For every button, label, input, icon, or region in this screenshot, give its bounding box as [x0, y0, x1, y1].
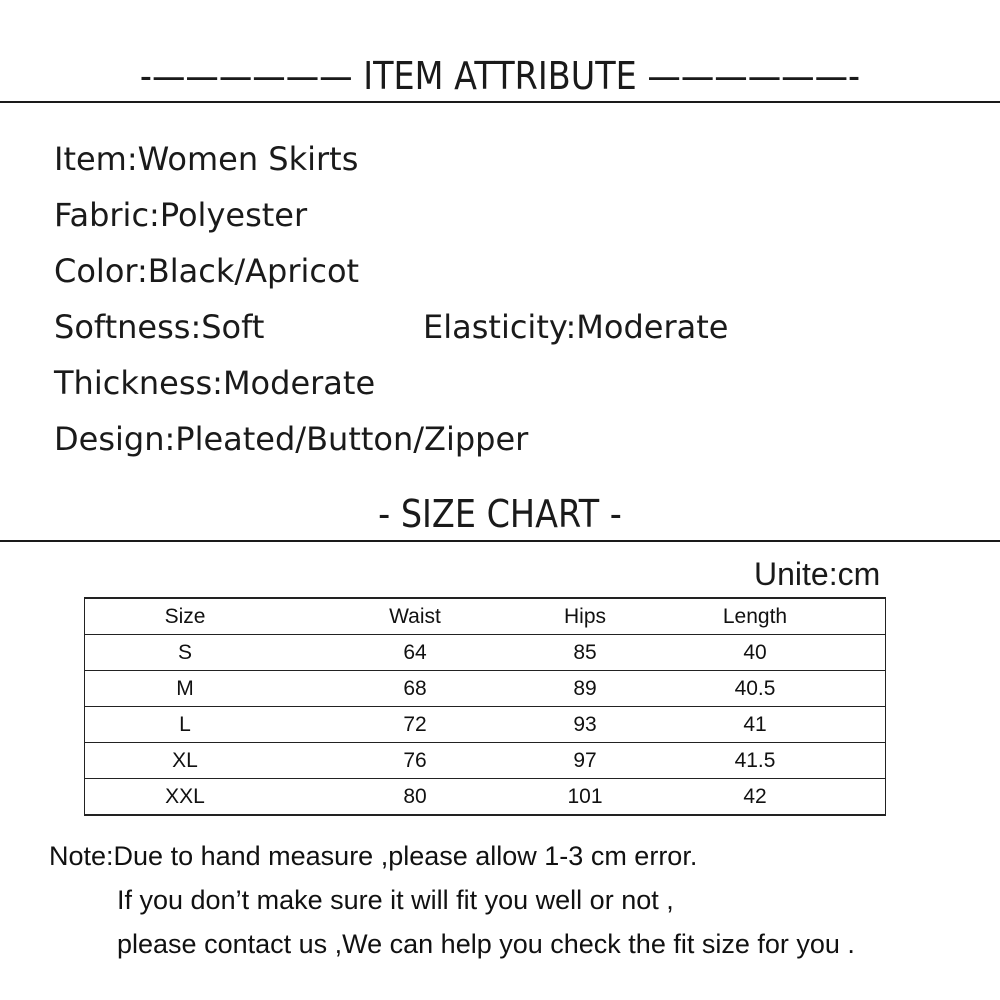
item-attribute-title: -—————— ITEM ATTRIBUTE ——————- [139, 54, 861, 98]
header-size: Size [85, 599, 285, 635]
cell-size: S [85, 635, 285, 671]
cell-size: XL [85, 743, 285, 779]
top-divider [0, 101, 1000, 103]
attr-item: Item:Women Skirts [54, 140, 359, 178]
table-row [85, 671, 885, 707]
cell-waist: 76 [285, 743, 545, 779]
size-chart-title: - SIZE CHART - [378, 492, 622, 536]
attr-thickness: Thickness:Moderate [54, 364, 376, 402]
attr-design: Design:Pleated/Button/Zipper [54, 420, 529, 458]
cell-waist: 72 [285, 707, 545, 743]
cell-size: L [85, 707, 285, 743]
cell-waist: 64 [285, 635, 545, 671]
size-chart-divider [0, 540, 1000, 542]
cell-hips: 101 [545, 779, 625, 815]
table-row [85, 779, 885, 815]
header-waist: Waist [285, 599, 545, 635]
header-hips: Hips [545, 599, 625, 635]
table-row [85, 707, 885, 743]
size-table [85, 598, 885, 815]
table-row [85, 635, 885, 671]
attr-color: Color:Black/Apricot [54, 252, 360, 290]
cell-size: XXL [85, 779, 285, 815]
note-line-2: If you don’t make sure it will fit you well or not , [117, 885, 674, 915]
cell-length: 40 [625, 635, 885, 671]
note-line-1: Note:Due to hand measure ,please allow 1-3 cm error. [49, 841, 698, 871]
unit-label: Unite:cm [754, 556, 881, 592]
cell-length: 42 [625, 779, 885, 815]
header-length: Length [625, 599, 885, 635]
cell-hips: 93 [545, 707, 625, 743]
cell-length: 41.5 [625, 743, 885, 779]
cell-hips: 85 [545, 635, 625, 671]
attr-elasticity: Elasticity:Moderate [423, 308, 729, 346]
note-line-3: please contact us ,We can help you check the fit size for you . [117, 929, 855, 959]
attr-softness: Softness:Soft [54, 308, 265, 346]
cell-waist: 68 [285, 671, 545, 707]
cell-hips: 89 [545, 671, 625, 707]
attr-fabric: Fabric:Polyester [54, 196, 308, 234]
table-header-row [85, 599, 885, 635]
table-row [85, 743, 885, 779]
cell-waist: 80 [285, 779, 545, 815]
cell-hips: 97 [545, 743, 625, 779]
cell-size: M [85, 671, 285, 707]
cell-length: 41 [625, 707, 885, 743]
cell-length: 40.5 [625, 671, 885, 707]
